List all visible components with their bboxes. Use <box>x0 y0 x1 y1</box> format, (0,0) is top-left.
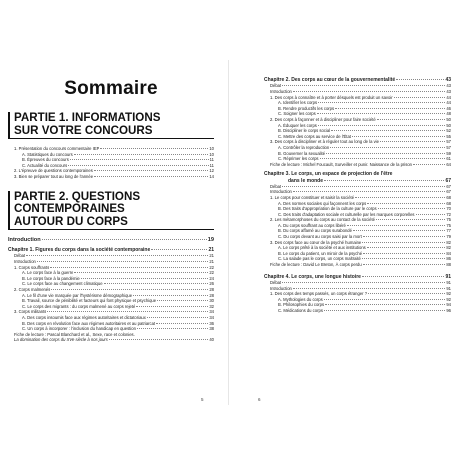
part-1-toc <box>8 146 214 180</box>
toc-entry-label: C. La salade pas le corps, un corps maltraité <box>278 256 361 262</box>
leader-dots <box>74 154 209 155</box>
toc-entry-page: 44 <box>446 94 451 100</box>
part-2-line-2: AUTOUR DU CORPS <box>14 214 128 228</box>
toc-entry-page: 68 <box>446 200 451 206</box>
leader-dots <box>74 272 208 273</box>
leader-dots <box>94 170 209 171</box>
toc-entry[interactable] <box>264 262 451 268</box>
toc-entry-label: Introduction <box>14 259 36 265</box>
toc-entry-label: B. Philosophies du corps <box>278 302 325 308</box>
leader-dots <box>51 289 208 290</box>
toc-entry-page: 26 <box>209 281 214 287</box>
leader-dots <box>352 136 445 137</box>
toc-entry-label: C. Des traits d'adaptation sociale et culturelle par les marques corporelles <box>278 211 415 217</box>
leader-dots <box>137 328 208 329</box>
toc-entry-label: Débat <box>14 253 26 259</box>
leader-dots <box>363 264 446 265</box>
toc-entry-page: 38 <box>209 326 214 332</box>
toc-entry-page: 92 <box>446 291 451 297</box>
toc-entry-page: 68 <box>446 194 451 200</box>
toc-entry-page: 12 <box>209 168 214 174</box>
toc-entry-page: 67 <box>446 183 451 189</box>
toc-chapter-3-page: 67 <box>445 177 451 184</box>
leader-dots <box>320 158 446 159</box>
toc-entry-page: 43 <box>446 89 451 94</box>
toc-entry-page: 84 <box>446 250 451 256</box>
toc-entry-label: 2. Des corps à façonner et à discipliner pour faire société <box>270 116 376 122</box>
toc-entry-page: 10 <box>209 151 214 157</box>
toc-entry[interactable] <box>264 162 451 168</box>
toc-entry-label: 1. Corps souffrants <box>14 264 50 270</box>
leader-dots <box>347 225 445 226</box>
leader-dots <box>157 300 208 301</box>
toc-entry-page: 79 <box>446 234 451 240</box>
toc-entry-label: A. Des normes sociales qui façonnent les corps <box>278 200 367 206</box>
leader-dots <box>282 282 445 283</box>
toc-entry-label: B. Discipliner le corps social <box>278 128 331 134</box>
toc-chapter-2-page: 43 <box>445 77 451 83</box>
toc-chapter-3-line-1: Chapitre 3. Le corps, un espace de projection de l'être <box>264 171 393 178</box>
toc-entry-label: C. Soigner les corps <box>278 111 316 117</box>
chapter-1-toc <box>8 253 214 343</box>
chapter-3-toc <box>264 184 451 268</box>
toc-entry-label: Débat <box>270 183 282 189</box>
leader-dots <box>353 230 445 231</box>
leader-dots <box>318 125 445 126</box>
chapter-2-toc <box>264 83 451 167</box>
toc-entry-label: A. Le corps face à la guerre <box>22 270 74 276</box>
toc-entry-label: C. Le corps face au changement climatique <box>22 281 103 287</box>
toc-entry-label: 3. Corps militants <box>14 309 47 315</box>
leader-dots <box>26 255 208 256</box>
toc-entry-label: Introduction <box>270 285 292 291</box>
leader-dots <box>416 214 446 215</box>
toc-chapter-3[interactable] <box>264 171 451 183</box>
toc-entry-page: 52 <box>446 128 451 134</box>
page-number-right: 6 <box>258 397 261 402</box>
leader-dots <box>380 141 445 142</box>
leader-dots <box>363 236 446 237</box>
toc-entry-label: 1. Des corps des temps passés, un corps étranger ? <box>270 291 368 297</box>
leader-dots <box>293 191 445 192</box>
leader-dots <box>368 293 445 294</box>
toc-entry-page: 21 <box>209 259 214 265</box>
toc-entry-page: 30 <box>209 298 214 304</box>
toc-chapter-4-page: 91 <box>445 273 451 280</box>
leader-dots <box>394 97 446 98</box>
toc-entry-label: 2. Corps malmenés <box>14 287 51 293</box>
leader-dots <box>109 339 208 340</box>
toc-introduction-label: Introduction <box>8 237 41 244</box>
toc-entry-page: 21 <box>209 253 214 259</box>
toc-entry-page: 14 <box>209 173 214 179</box>
leader-dots <box>282 186 445 187</box>
toc-entry-label: A. Éduquer les corps <box>278 122 317 128</box>
toc-entry-label: A. Contrôler la reproduction <box>278 144 330 150</box>
toc-entry-page: 11 <box>209 162 214 168</box>
toc-entry-label: B. Gouverner la sexualité <box>278 150 326 156</box>
leader-dots <box>318 102 445 103</box>
toc-entry-label: A. Identifier les corps <box>278 100 318 106</box>
page-number-left: 5 <box>201 397 204 402</box>
toc-entry-page: 96 <box>446 308 451 313</box>
toc-entry-label: Débat <box>270 280 282 286</box>
leader-dots <box>331 130 445 131</box>
toc-entry-page: 59 <box>446 150 451 156</box>
toc-entry-label: A. Mythologies du corps <box>278 296 323 302</box>
toc-entry-page: 57 <box>446 139 451 145</box>
toc-entry-label: B. Des corps en révolution face aux régimes autoritaires et au patriarcat <box>22 320 156 326</box>
toc-chapter-2-label: Chapitre 2. Des corps au cœur de la gouvernementalité <box>264 77 396 83</box>
toc-entry-page: 70 <box>446 206 451 212</box>
leader-dots <box>324 299 446 300</box>
leader-dots <box>317 113 446 114</box>
leader-dots <box>293 91 445 92</box>
toc-entry-page: 88 <box>446 262 451 268</box>
toc-entry-page: 28 <box>209 287 214 293</box>
toc-entry-label: 1. Le corps pour constituer et saisir la société <box>270 194 355 200</box>
toc-entry-label: A. Des corps insoumis face aux régimes autoritaires et dictatoriaux <box>22 315 146 320</box>
left-page <box>0 0 228 457</box>
toc-entry-page: 67 <box>446 189 451 195</box>
leader-dots <box>376 219 445 220</box>
part-1-heading <box>8 112 214 139</box>
toc-entry-label: 1. Des corps à connaître et à porter désquels est produit un savoir <box>270 94 393 100</box>
leader-dots <box>50 267 208 268</box>
toc-entry-label: A. Statistiques du concours <box>22 151 73 157</box>
toc-entry-label: C. Un corps à incorporer : l'inclusion du handicap en question <box>22 326 136 332</box>
leader-dots <box>325 304 445 305</box>
leader-dots <box>37 261 208 262</box>
leader-dots <box>147 317 209 318</box>
toc-entry-label: C. Médications du corps <box>278 308 323 313</box>
toc-entry-label: C. Du corps devant au corps saisi par la mort <box>278 234 362 240</box>
toc-entry-label: Fiche de lecture : Michel Foucault, Surveiller et punir. Naissance de la prison <box>270 161 412 167</box>
leader-dots <box>68 165 208 166</box>
toc-chapter-1-label: Chapitre 1. Figures du corps dans la société contemporaine <box>8 247 151 254</box>
toc-entry[interactable] <box>8 174 214 180</box>
toc-entry-page: 22 <box>209 264 214 270</box>
leader-dots <box>367 247 446 248</box>
leader-dots <box>136 306 208 307</box>
toc-entry-page: 86 <box>446 256 451 262</box>
toc-entry-page: 50 <box>446 116 451 122</box>
toc-chapter-4-label: Chapitre 4. Le corps, une longue histoire <box>264 273 361 280</box>
toc-introduction-page: 19 <box>207 237 214 244</box>
toc-entry-page: 50 <box>446 122 451 128</box>
toc-entry-page: 46 <box>446 105 451 111</box>
leader-dots <box>330 147 445 148</box>
leader-dots <box>104 283 209 284</box>
leader-dots <box>151 249 207 250</box>
leader-dots <box>362 258 445 259</box>
toc-entry-label: 1. Présentation du concours commentaire IEP <box>14 146 100 151</box>
toc-entry-label: 3. Des corps face au cœur de la psyché humaine <box>270 239 362 245</box>
toc-entry[interactable] <box>8 337 214 343</box>
toc-entry-page: 44 <box>446 100 451 106</box>
toc-entry-page: 92 <box>446 296 451 302</box>
toc-entry-page: 82 <box>446 239 451 245</box>
toc-entry-page: 64 <box>446 161 451 167</box>
right-page <box>229 0 457 457</box>
toc-entry-page: 34 <box>209 309 214 315</box>
toc-entry-label: B. Travail, source de pénibilité et facteurs qui font physique et psychique <box>22 298 157 304</box>
leader-dots <box>396 79 444 80</box>
leader-dots <box>282 85 445 86</box>
leader-dots <box>367 203 445 204</box>
toc-entry-page: 82 <box>446 245 451 251</box>
toc-entry-label: C. Le corps des migrants : du corps malmené au corps rejeté <box>22 303 136 309</box>
toc-entry-page: 94 <box>446 302 451 308</box>
leader-dots <box>293 288 445 289</box>
toc-entry-page: 28 <box>209 292 214 298</box>
part-2-heading <box>8 191 214 231</box>
leader-dots <box>362 276 444 277</box>
toc-entry-label: 3. Bien se préparer tout au long de l'année <box>14 173 94 179</box>
toc-entry-page: 55 <box>446 133 451 139</box>
toc-entry-page: 40 <box>209 337 214 343</box>
toc-entry[interactable] <box>264 308 451 314</box>
leader-dots <box>324 180 444 181</box>
toc-entry-page: 24 <box>209 275 214 281</box>
toc-entry-label: La domination des corps du XVe siècle à nos jours <box>14 337 108 343</box>
toc-entry-page: 10 <box>209 146 214 151</box>
toc-entry-label: B. Du corps affamé au corps surabondé <box>278 228 352 234</box>
chapter-4-toc <box>264 280 451 314</box>
toc-entry-label: A. Le corps prêté à la société et aux institutions <box>278 245 366 251</box>
toc-entry-label: B. Le corps face à la pandémie <box>22 275 80 281</box>
leader-dots <box>335 108 445 109</box>
toc-entry-label: B. Le corps du patient, un miroir de la psyché <box>278 250 363 256</box>
leader-dots <box>133 295 208 296</box>
leader-dots <box>355 197 445 198</box>
toc-entry-page: 57 <box>446 144 451 150</box>
leader-dots <box>156 323 208 324</box>
leader-dots <box>363 253 445 254</box>
toc-entry-page: 11 <box>209 157 214 163</box>
leader-dots <box>326 153 445 154</box>
leader-dots <box>94 176 208 177</box>
toc-chapter-1-page: 21 <box>208 247 214 254</box>
toc-entry-label: B. Épreuves du concours <box>22 157 69 163</box>
toc-entry-page: 43 <box>446 83 451 89</box>
toc-entry-label: C. Réprimer les corps <box>278 156 319 162</box>
toc-entry-page: 75 <box>446 222 451 228</box>
toc-introduction[interactable] <box>8 237 214 244</box>
toc-entry-label: A. Du corps souffrant au corps libéré <box>278 222 346 228</box>
toc-entry-label: 3. Des corps à discipliner et à réguler tout au long de la vie <box>270 139 379 145</box>
toc-entry-page: 91 <box>446 285 451 291</box>
toc-entry-label: Fiche de lecture : David Le Breton, À corps perdu <box>270 262 362 268</box>
toc-entry-page: 77 <box>446 228 451 234</box>
toc-entry-page: 22 <box>209 270 214 276</box>
toc-entry-label: Débat <box>270 83 282 89</box>
leader-dots <box>324 310 445 311</box>
toc-entry-label: C. Mettre des corps au service de l'État <box>278 133 351 139</box>
leader-dots <box>42 239 207 240</box>
toc-entry-page: 32 <box>209 303 214 309</box>
toc-chapter-3-line-2: dans le monde <box>288 177 324 184</box>
toc-entry-label: Introduction <box>270 89 292 94</box>
page-title: Sommaire <box>64 78 158 99</box>
toc-entry-label: B. Rendre productifs les corps <box>278 105 335 111</box>
leader-dots <box>362 242 445 243</box>
toc-entry-label: 2. Les métamorphoses du corps au contact de la société <box>270 217 375 223</box>
toc-entry-page: 36 <box>209 320 214 326</box>
leader-dots <box>377 119 446 120</box>
leader-dots <box>70 159 209 160</box>
toc-entry-label: Fiche de lecture : Pascal Blanchard et al., Sexe, race et colonies. <box>14 331 135 337</box>
toc-entry-page: 61 <box>446 156 451 162</box>
toc-entry-label: 2. L'épreuve de questions contemporaines <box>14 168 93 174</box>
toc-entry-page: 34 <box>209 315 214 320</box>
toc-entry-label: C. Actualité du concours <box>22 162 68 168</box>
leader-dots <box>100 148 208 149</box>
leader-dots <box>413 164 445 165</box>
part-1-line-1: PARTIE 1. INFORMATIONS <box>14 111 161 124</box>
toc-entry-label: Introduction <box>270 189 292 195</box>
leader-dots <box>378 208 446 209</box>
part-1-line-2: SUR VOTRE CONCOURS <box>14 123 153 137</box>
leader-dots <box>81 278 209 279</box>
toc-entry-page: 75 <box>446 217 451 223</box>
toc-entry-label: B. Des traits d'appropriation de la culture par le corps <box>278 206 377 212</box>
toc-entry-page: 72 <box>446 211 451 217</box>
toc-entry-page: 91 <box>446 280 451 286</box>
toc-entry-page: 48 <box>446 111 451 117</box>
toc-entry-label: A. Le fil d'une vie marquée par l'hystérisme démographique <box>22 292 133 298</box>
leader-dots <box>47 311 208 312</box>
part-2-line-1: PARTIE 2. QUESTIONS CONTEMPORAINES <box>14 189 141 216</box>
